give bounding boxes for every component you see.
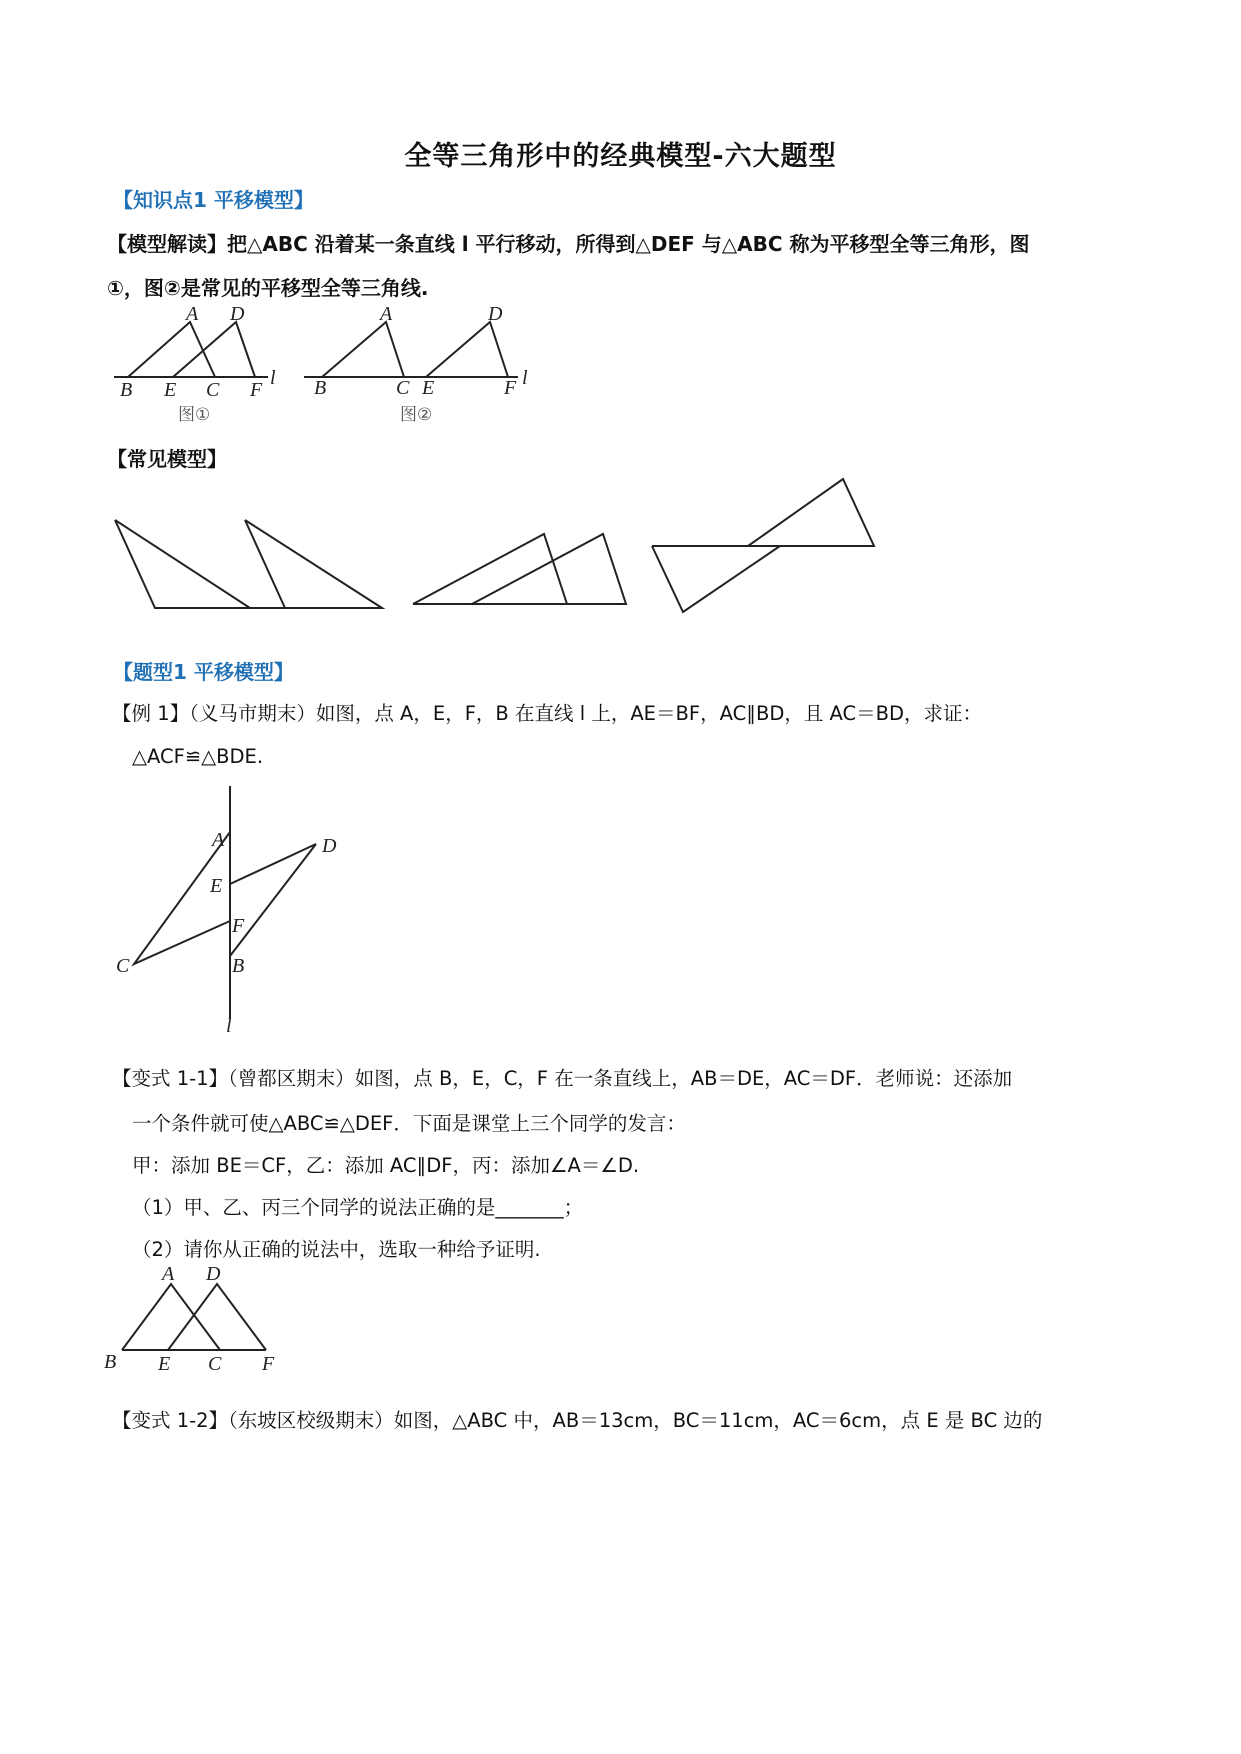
model-3-triangle-1 (652, 546, 780, 612)
model-1-triangle-2 (245, 520, 382, 608)
example-1-line-2: △ACF≌△BDE. (132, 745, 264, 768)
label-a: A (380, 303, 393, 325)
model-reading-line-1: 【模型解读】把△ABC 沿着某一条直线 l 平行移动，所得到△DEF 与△ABC 称为平移型全等三角形，图 (107, 232, 1030, 256)
label-a: A (162, 1263, 175, 1285)
label-c: C (206, 379, 220, 401)
label-f: F (250, 379, 263, 401)
triangle-abc (122, 1284, 220, 1350)
common-models-figures (0, 470, 1000, 630)
model-2-triangle-2 (472, 534, 626, 604)
variant-1-2-line-1: 【变式 1-2】（东坡区校级期末）如图，△ABC 中，AB＝13cm，BC＝11cm，AC＝6cm，点 E 是 BC 边的 (112, 1409, 1043, 1432)
variant-1-1-question-1: （1）甲、乙、丙三个同学的说法正确的是_______； (132, 1196, 584, 1219)
label-f: F (232, 915, 245, 937)
example-1-line-1: 【例 1】（义马市期末）如图，点 A，E，F，B 在直线 l 上，AE＝BF，AC∥BD，且 AC＝BD，求证： (112, 702, 983, 725)
section-heading-type-1: 【题型1 平移模型】 (113, 660, 294, 684)
variant-1-1-line-1: 【变式 1-1】（曾都区期末）如图，点 B，E，C，F 在一条直线上，AB＝DE，AC＝DF．老师说：还添加 (112, 1067, 1013, 1090)
variant-1-1-line-3: 甲：添加 BE＝CF，乙：添加 AC∥DF，丙：添加∠A＝∠D. (132, 1154, 640, 1177)
example-1-figure (100, 780, 360, 1040)
label-d: D (488, 303, 503, 325)
label-e: E (210, 875, 223, 897)
label-c: C (116, 955, 130, 977)
triangle-bde (230, 844, 316, 956)
label-f: F (504, 377, 517, 399)
label-d: D (206, 1263, 221, 1285)
page-title: 全等三角形中的经典模型-六大题型 (404, 141, 837, 172)
variant-1-1-line-2: 一个条件就可使△ABC≌△DEF．下面是课堂上三个同学的发言： (132, 1112, 686, 1135)
label-e: E (164, 379, 177, 401)
triangle-def (168, 1284, 266, 1350)
triangle-acf (134, 832, 230, 964)
triangle-abc (128, 322, 215, 377)
triangle-abc (322, 322, 404, 377)
triangle-def (173, 322, 255, 377)
model-1-triangle-1 (115, 520, 250, 608)
label-l: l (522, 367, 528, 389)
label-b: B (104, 1351, 117, 1373)
label-e: E (422, 377, 435, 399)
model-reading-line-2: ①，图②是常见的平移型全等三角线. (107, 276, 429, 300)
label-d: D (230, 303, 245, 325)
label-c: C (208, 1353, 222, 1375)
common-models-heading: 【常见模型】 (107, 447, 227, 471)
label-l: l (270, 367, 276, 389)
variant-1-1-question-2: （2）请你从正确的说法中，选取一种给予证明. (132, 1238, 541, 1261)
label-b: B (232, 955, 245, 977)
label-a: A (186, 303, 199, 325)
figure-2-caption: 图② (400, 405, 433, 425)
label-f: F (262, 1353, 275, 1375)
label-b: B (314, 377, 327, 399)
label-c: C (396, 377, 410, 399)
figure-1-caption: 图① (178, 405, 211, 425)
label-l: l (226, 1015, 232, 1037)
label-e: E (158, 1353, 171, 1375)
label-b: B (120, 379, 133, 401)
variant-1-1-figure (100, 1262, 300, 1382)
model-3-triangle-2 (748, 479, 874, 546)
section-heading-knowledge-1: 【知识点1 平移模型】 (113, 188, 314, 212)
triangle-def (426, 322, 508, 377)
label-d: D (322, 835, 337, 857)
label-a: A (212, 829, 225, 851)
